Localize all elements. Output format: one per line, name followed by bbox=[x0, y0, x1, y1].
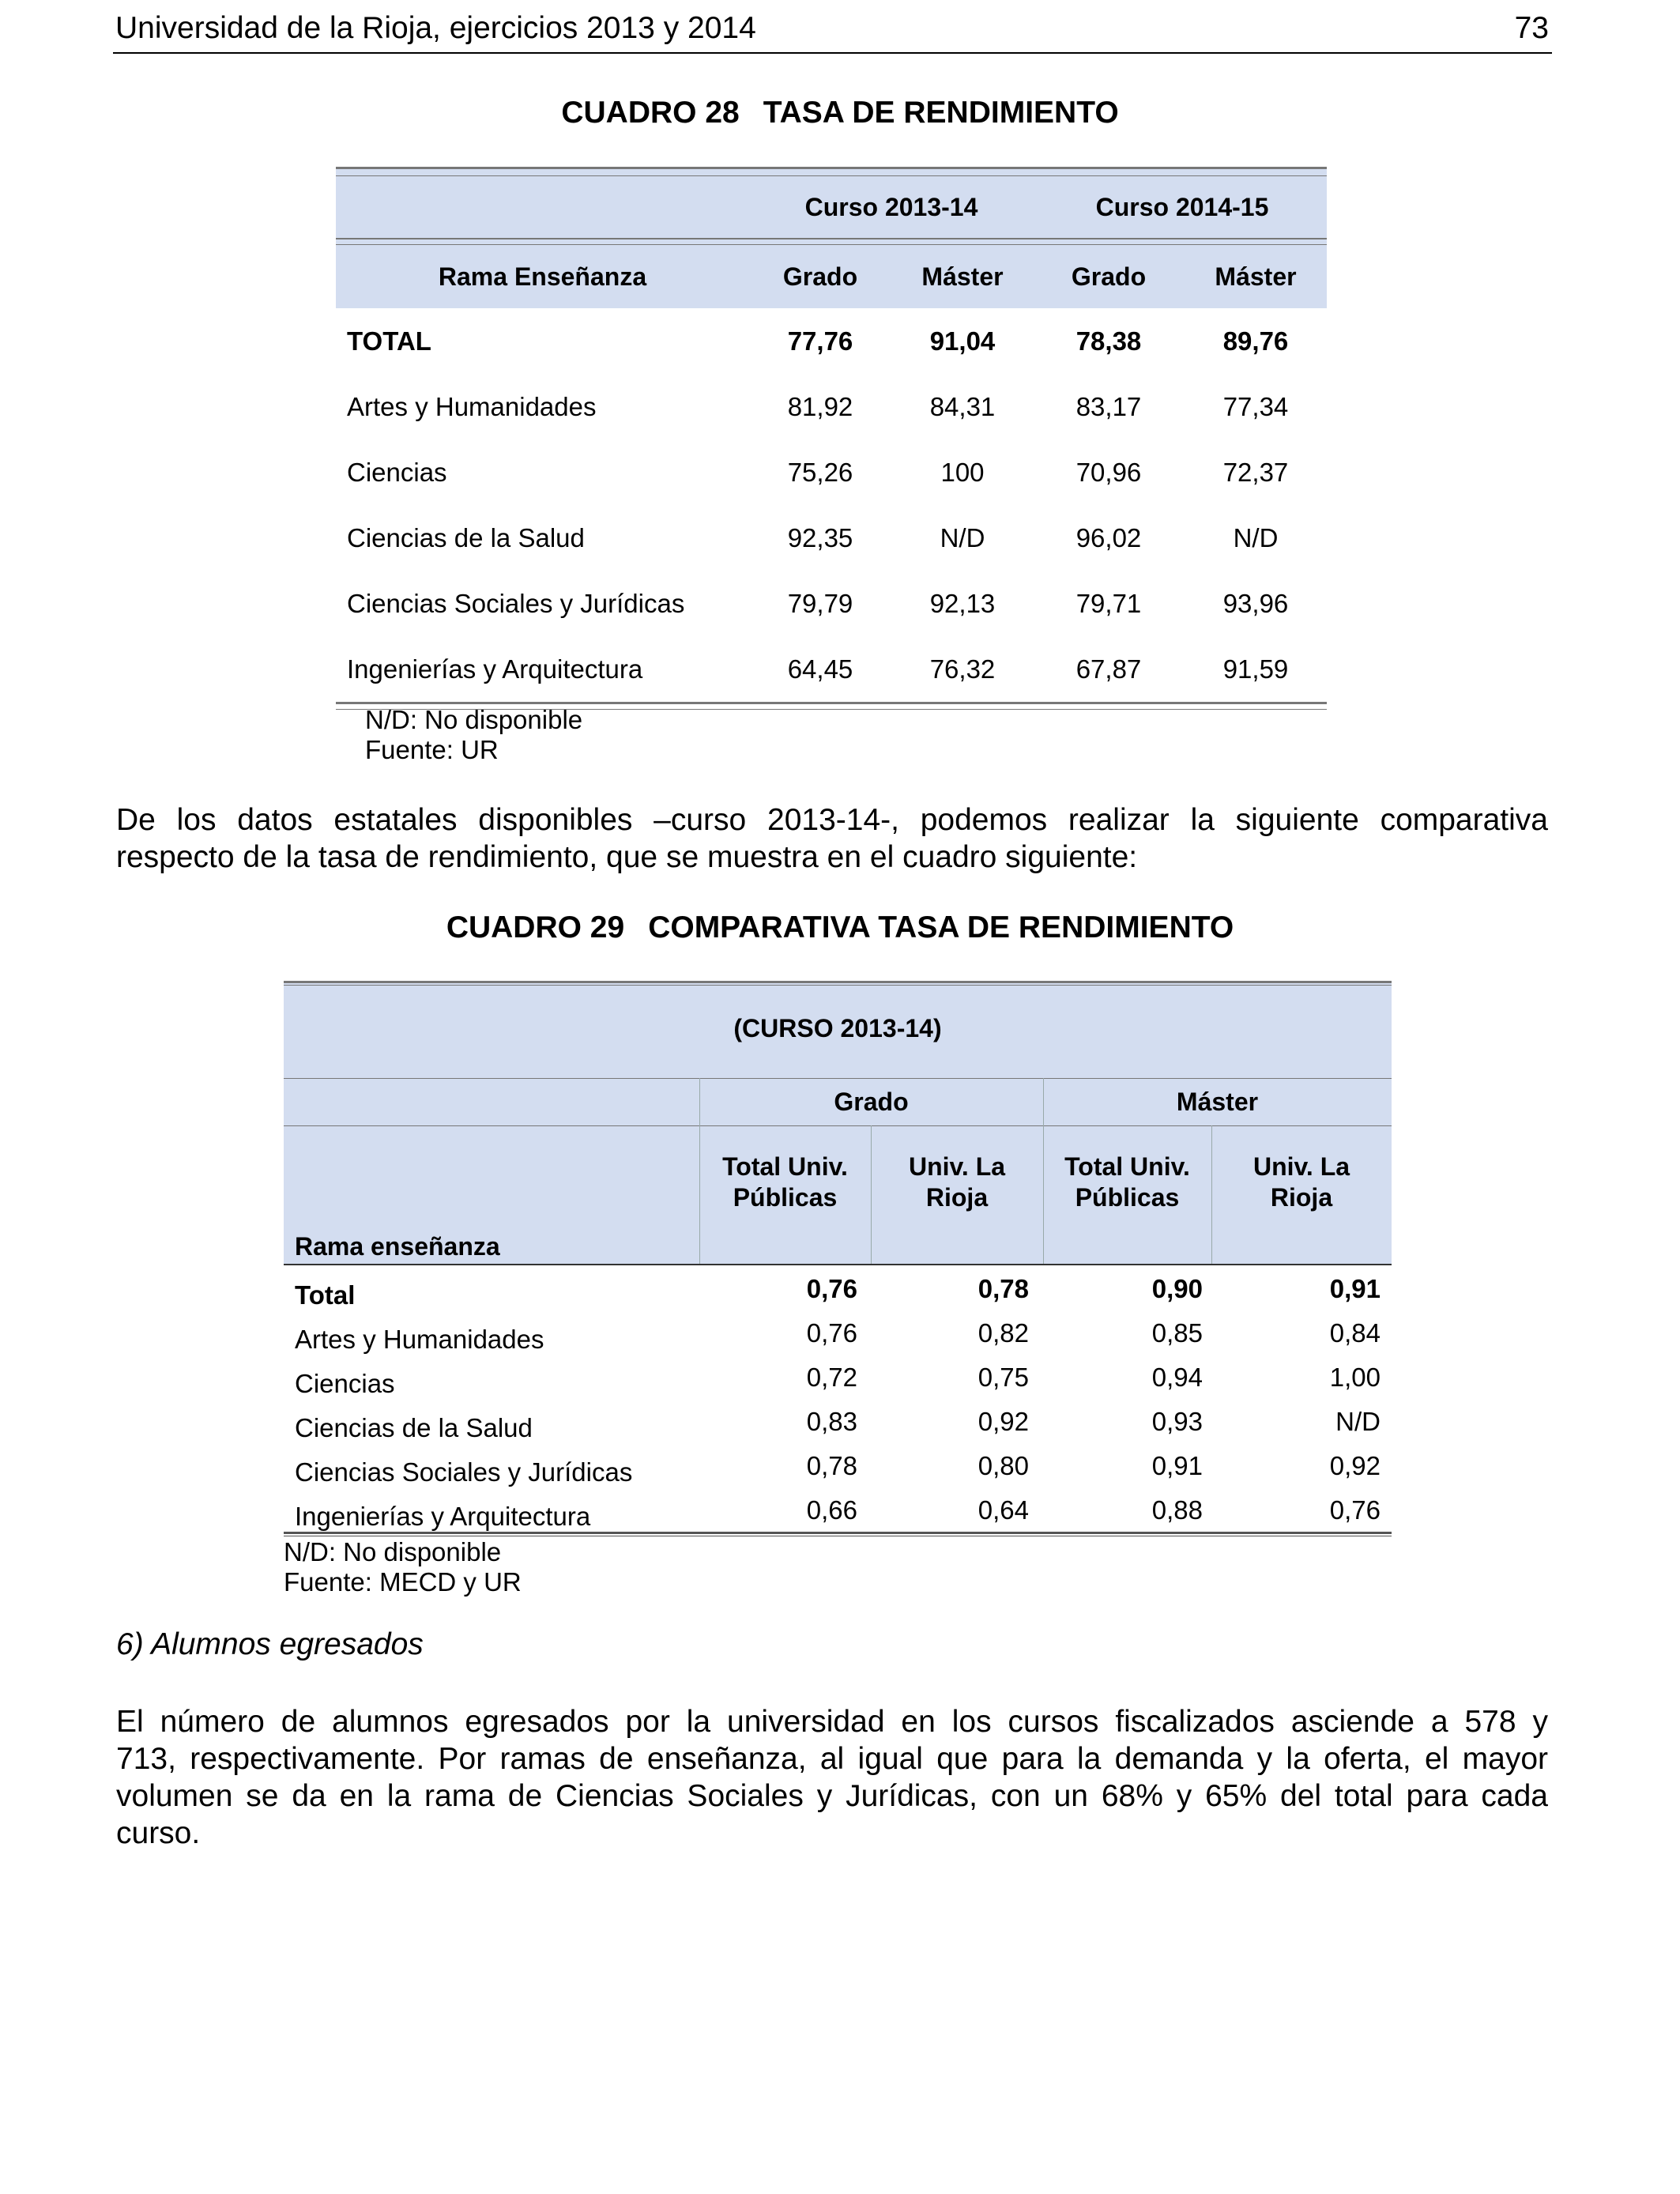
value-cell: 0,94 bbox=[1151, 1363, 1203, 1392]
table29-group-master: Máster bbox=[1176, 1088, 1259, 1116]
row-label: Ciencias bbox=[295, 1369, 395, 1398]
value-cell: 75,26 bbox=[787, 457, 853, 487]
table28-notes bbox=[365, 705, 582, 765]
value-cell: 67,87 bbox=[1075, 654, 1142, 684]
table29-note-source: Fuente: MECD y UR bbox=[284, 1567, 522, 1596]
table-row bbox=[336, 636, 1327, 702]
table28-header-master-2: Máster bbox=[1215, 262, 1297, 291]
value-cell: 77,76 bbox=[787, 326, 853, 356]
value-cell: N/D bbox=[1233, 522, 1279, 552]
table-row bbox=[336, 374, 1327, 439]
table-row bbox=[336, 505, 1327, 571]
table28 bbox=[336, 167, 1327, 710]
table29-caption-title: COMPARATIVA TASA DE RENDIMIENTO bbox=[648, 910, 1234, 944]
value-cell: N/D bbox=[940, 522, 985, 552]
value-cell: 1,00 bbox=[1329, 1363, 1381, 1392]
table29-note-nd: N/D: No disponible bbox=[284, 1537, 502, 1566]
value-cell: 79,71 bbox=[1075, 588, 1142, 618]
value-cell: 89,76 bbox=[1222, 326, 1289, 356]
table29-top-rule-inner bbox=[284, 985, 1392, 986]
value-cell: 0,90 bbox=[1151, 1274, 1203, 1303]
value-cell: 0,75 bbox=[977, 1363, 1029, 1392]
running-header-title: Universidad de la Rioja, ejercicios 2013 y 2014 bbox=[115, 11, 756, 45]
table28-top-rule bbox=[336, 167, 1327, 176]
value-cell: 0,64 bbox=[977, 1495, 1029, 1525]
page-header bbox=[113, 9, 1552, 54]
table28-column-header-row bbox=[336, 245, 1327, 308]
value-cell: 0,78 bbox=[806, 1451, 857, 1480]
value-cell: 0,93 bbox=[1151, 1407, 1203, 1436]
table29-period-label: (CURSO 2013-14) bbox=[733, 1013, 942, 1042]
row-label: Artes y Humanidades bbox=[295, 1325, 544, 1354]
value-cell: 0,76 bbox=[806, 1274, 857, 1303]
table28-note-nd: N/D: No disponible bbox=[365, 705, 583, 734]
row-label: Ingenierías y Arquitectura bbox=[347, 654, 643, 684]
value-cell: 0,83 bbox=[806, 1407, 857, 1436]
value-cell: 79,79 bbox=[787, 588, 853, 618]
value-cell: 81,92 bbox=[787, 391, 853, 421]
value-cell: N/D bbox=[1335, 1407, 1381, 1436]
value-cell: 77,34 bbox=[1222, 391, 1289, 421]
value-cell: 83,17 bbox=[1075, 391, 1142, 421]
table28-group-2013: Curso 2013-14 bbox=[804, 192, 978, 221]
value-cell: 0,84 bbox=[1329, 1318, 1381, 1348]
row-label: Ciencias bbox=[347, 457, 447, 487]
table28-header-master-1: Máster bbox=[921, 262, 1004, 291]
table28-caption-title: TASA DE RENDIMIENTO bbox=[763, 96, 1119, 130]
row-label: Ingenierías y Arquitectura bbox=[295, 1502, 591, 1531]
table29-group-rule bbox=[284, 1125, 1392, 1126]
paragraph-line: curso. bbox=[116, 1816, 201, 1850]
value-cell: 0,85 bbox=[1151, 1318, 1203, 1348]
paragraph-comparison-intro bbox=[116, 801, 1548, 876]
value-cell: 92,13 bbox=[929, 588, 996, 618]
table-row bbox=[336, 571, 1327, 636]
value-cell: 0,78 bbox=[977, 1274, 1029, 1303]
paragraph-line: De los datos estatales disponibles –curso 2013-14-, podemos realizar la siguiente comparativa bbox=[116, 803, 1548, 837]
value-cell: 0,76 bbox=[806, 1318, 857, 1348]
table29-caption bbox=[0, 910, 1680, 945]
table29-caption-number: CUADRO 29 bbox=[446, 910, 625, 944]
paragraph-egresados bbox=[116, 1703, 1548, 1852]
table29-notes bbox=[284, 1537, 522, 1597]
row-label: Ciencias de la Salud bbox=[295, 1413, 533, 1442]
value-cell: 0,88 bbox=[1151, 1495, 1203, 1525]
value-cell: 76,32 bbox=[929, 654, 996, 684]
value-cell: 84,31 bbox=[929, 391, 996, 421]
table29-subheader-ur-master: Univ. La Rioja bbox=[1252, 1152, 1350, 1212]
table28-header-grado-2: Grado bbox=[1071, 262, 1147, 291]
paragraph-line: 713, respectivamente. Por ramas de enseñanza, al igual que para la demanda y la oferta, el mayor bbox=[116, 1742, 1548, 1776]
value-cell: 96,02 bbox=[1075, 522, 1142, 552]
value-cell: 70,96 bbox=[1075, 457, 1142, 487]
value-cell: 0,72 bbox=[806, 1363, 857, 1392]
table29-subheader-total-publicas-master: Total Univ. Públicas bbox=[1064, 1152, 1190, 1212]
section-heading-egresados: 6) Alumnos egresados bbox=[116, 1627, 424, 1661]
value-cell: 100 bbox=[940, 457, 985, 487]
table29-header-rule bbox=[284, 1264, 1392, 1265]
value-cell: 0,76 bbox=[1329, 1495, 1381, 1525]
value-cell: 93,96 bbox=[1222, 588, 1289, 618]
value-cell: 0,91 bbox=[1329, 1274, 1381, 1303]
table29-top-rule bbox=[284, 981, 1392, 983]
row-label: Artes y Humanidades bbox=[347, 391, 597, 421]
table29-group-grado: Grado bbox=[834, 1088, 909, 1116]
row-label: Ciencias de la Salud bbox=[347, 522, 585, 552]
table29-subheader-total-publicas-grado: Total Univ. Públicas bbox=[722, 1152, 848, 1212]
value-cell: 64,45 bbox=[787, 654, 853, 684]
value-cell: 72,37 bbox=[1222, 457, 1289, 487]
paragraph-line: respecto de la tasa de rendimiento, que se muestra en el cuadro siguiente: bbox=[116, 840, 1138, 874]
value-cell: 0,92 bbox=[1329, 1451, 1381, 1480]
table28-header-grado-1: Grado bbox=[782, 262, 858, 291]
table-row bbox=[336, 308, 1327, 374]
paragraph-line: El número de alumnos egresados por la universidad en los cursos fiscalizados asciende a 578 y bbox=[116, 1705, 1548, 1739]
table28-caption bbox=[0, 96, 1680, 130]
row-label: Ciencias Sociales y Jurídicas bbox=[295, 1457, 633, 1487]
value-cell: 0,91 bbox=[1151, 1451, 1203, 1480]
table-row bbox=[336, 439, 1327, 505]
table28-caption-number: CUADRO 28 bbox=[561, 96, 740, 130]
row-label: TOTAL bbox=[347, 326, 431, 356]
table28-group-2014: Curso 2014-15 bbox=[1095, 192, 1269, 221]
table28-header-rama: Rama Enseñanza bbox=[438, 262, 647, 291]
row-label: Total bbox=[295, 1280, 356, 1310]
table28-group-header-row bbox=[336, 176, 1327, 238]
value-cell: 78,38 bbox=[1075, 326, 1142, 356]
value-cell: 92,35 bbox=[787, 522, 853, 552]
row-label: Ciencias Sociales y Jurídicas bbox=[347, 588, 685, 618]
value-cell: 0,66 bbox=[806, 1495, 857, 1525]
value-cell: 0,82 bbox=[977, 1318, 1029, 1348]
value-cell: 0,80 bbox=[977, 1451, 1029, 1480]
table29-subheader-ur-grado: Univ. La Rioja bbox=[908, 1152, 1006, 1212]
table29-bottom-rule bbox=[284, 1532, 1392, 1534]
table28-header-rule bbox=[336, 238, 1327, 245]
table29-row-header: Rama enseñanza bbox=[295, 1231, 500, 1261]
value-cell: 91,59 bbox=[1222, 654, 1289, 684]
paragraph-line: volumen se da en la rama de Ciencias Sociales y Jurídicas, con un 68% y 65% del total para cada bbox=[116, 1779, 1548, 1813]
page-number: 73 bbox=[1514, 11, 1549, 45]
value-cell: 91,04 bbox=[929, 326, 996, 356]
value-cell: 0,92 bbox=[977, 1407, 1029, 1436]
table28-note-source: Fuente: UR bbox=[365, 735, 499, 764]
